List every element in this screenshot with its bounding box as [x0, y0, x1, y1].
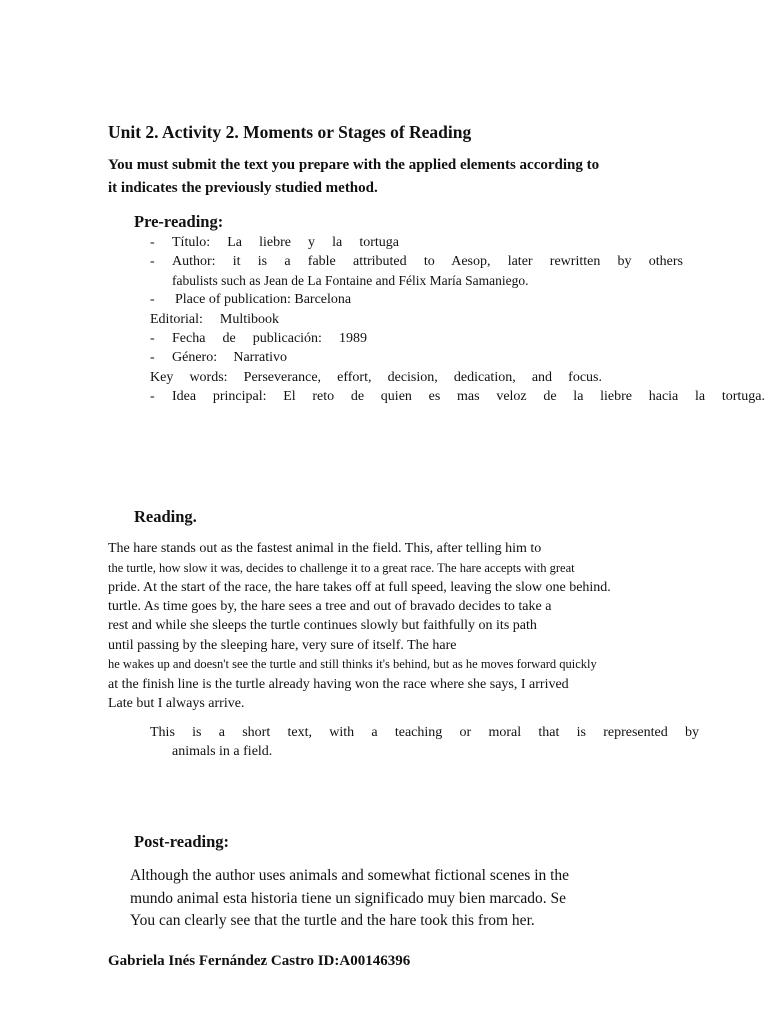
author-footer: Gabriela Inés Fernández Castro ID:A00146396 [108, 953, 411, 969]
intro-line-2: it indicates the previously studied method. [108, 180, 378, 196]
editorial-item: Editorial: Multibook [150, 312, 279, 327]
list-bullet: - [150, 331, 155, 346]
list-bullet: - [150, 350, 155, 365]
post-reading-heading [130, 832, 229, 852]
list-bullet: - [150, 389, 155, 404]
post-reading-label: Post-reading: [134, 832, 230, 851]
author-item-line-1: Author: it is a fable attributed to Aesop, later rewritten by others [172, 254, 683, 269]
post-line: mundo animal esta historia tiene un significado muy bien marcado. Se [130, 890, 567, 907]
titulo-item: Título: La liebre y la tortuga [172, 235, 399, 250]
place-item: Place of publication: Barcelona [175, 292, 352, 307]
reading-line: The hare stands out as the fastest animal in the field. This, after telling him to [108, 541, 542, 556]
reading-label: Reading. [134, 507, 197, 526]
reading-line: Late but I always arrive. [108, 696, 245, 711]
reading-heading [130, 507, 197, 527]
pre-reading-heading [130, 212, 223, 232]
fecha-item: Fecha de publicación: 1989 [172, 331, 367, 346]
genero-item: Género: Narrativo [172, 350, 287, 365]
moral-line-2: animals in a field. [172, 744, 273, 759]
author-item-line-2: fabulists such as Jean de La Fontaine and Félix María Samaniego. [172, 273, 529, 288]
keywords-item: Key words: Perseverance, effort, decision, dedication, and focus. [150, 370, 602, 385]
post-line: You can clearly see that the turtle and the hare took this from her. [130, 912, 535, 929]
moral-line-1: This is a short text, with a teaching or moral that is represented by [150, 725, 699, 740]
reading-line: the turtle, how slow it was, decides to challenge it to a great race. The hare accepts with great [108, 561, 575, 575]
page-title: Unit 2. Activity 2. Moments or Stages of Reading [108, 122, 472, 142]
reading-line: at the finish line is the turtle already having won the race where she says, I arrived [108, 677, 569, 692]
post-line: Although the author uses animals and somewhat fictional scenes in the [130, 867, 570, 884]
reading-line: pride. At the start of the race, the hare takes off at full speed, leaving the slow one behind. [108, 580, 611, 595]
list-bullet: - [150, 292, 155, 307]
list-bullet: - [150, 235, 155, 250]
idea-item: Idea principal: El reto de quien es mas veloz de la liebre hacia la tortuga. [172, 389, 765, 404]
reading-line: until passing by the sleeping hare, very sure of itself. The hare [108, 638, 457, 653]
reading-line: turtle. As time goes by, the hare sees a tree and out of bravado decides to take a [108, 599, 552, 614]
pre-reading-label: Pre-reading: [134, 212, 224, 231]
reading-line: he wakes up and doesn't see the turtle and still thinks it's behind, but as he moves forward quickly [108, 657, 597, 671]
list-bullet: - [150, 254, 155, 269]
reading-line: rest and while she sleeps the turtle continues slowly but faithfully on its path [108, 618, 537, 633]
intro-line-1: You must submit the text you prepare with the applied elements according to [108, 157, 600, 173]
